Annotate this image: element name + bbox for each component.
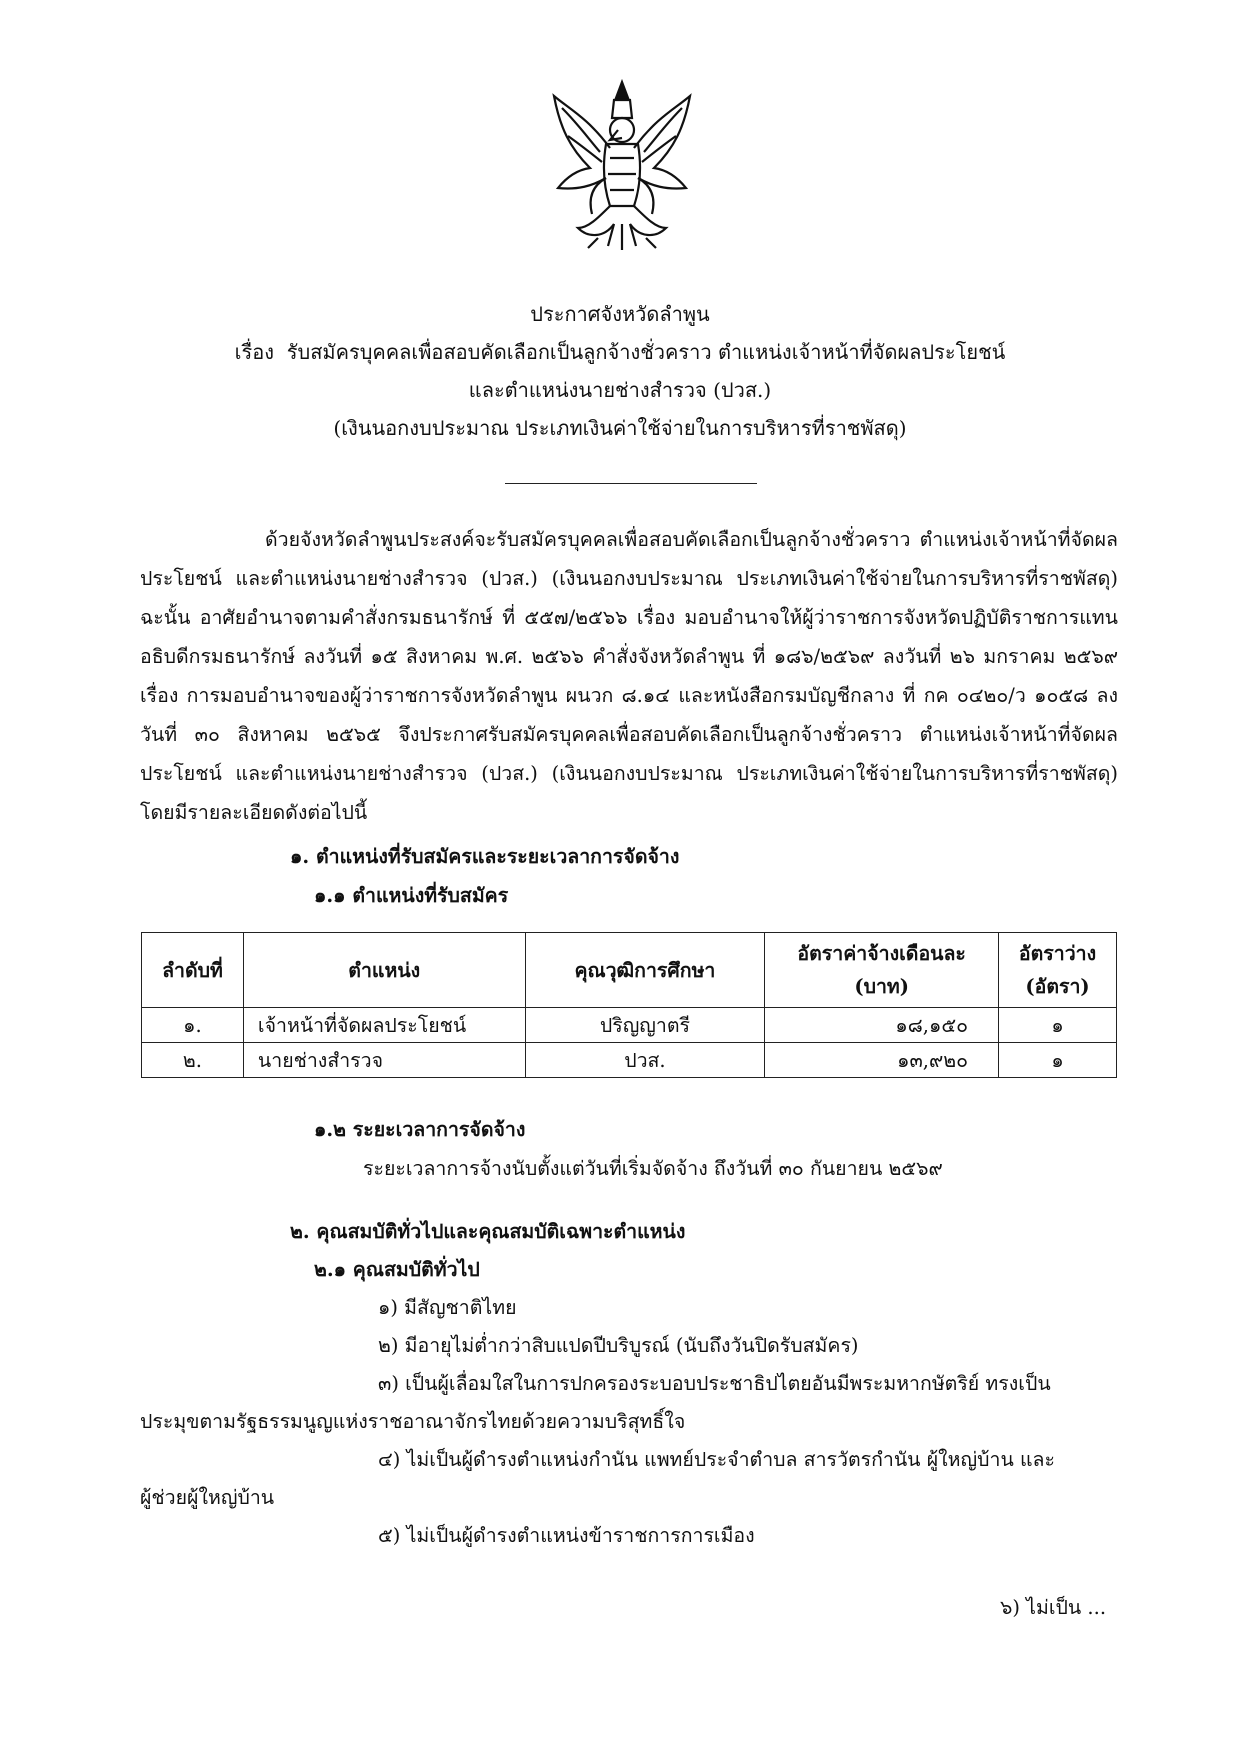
qualification-item-1: ๑) มีสัญชาติไทย	[378, 1296, 517, 1319]
continuation-marker: ๖) ไม่เป็น ...	[1000, 1596, 1107, 1619]
cell-position: นายช่างสำรวจ	[243, 1043, 525, 1078]
col-header-position: ตำแหน่ง	[243, 933, 525, 1008]
col-header-salary	[765, 933, 999, 1008]
qualification-item-4: ๔) ไม่เป็นผู้ดำรงตำแหน่งกำนัน แพทย์ประจำตำบล สารวัตรกำนัน ผู้ใหญ่บ้าน และ	[378, 1448, 1055, 1471]
subject-line-2: และตำแหน่งนายช่างสำรวจ (ปวส.)	[468, 378, 772, 402]
cell-no: ๑.	[142, 1008, 244, 1043]
section-1-heading: ๑. ตำแหน่งที่รับสมัครและระยะเวลาการจัดจ้าง	[290, 845, 680, 868]
title-divider	[505, 483, 757, 484]
section-1-1-heading: ๑.๑ ตำแหน่งที่รับสมัคร	[314, 884, 509, 907]
announcement-title: ประกาศจังหวัดลำพูน	[530, 302, 710, 326]
cell-position: เจ้าหน้าที่จัดผลประโยชน์	[243, 1008, 525, 1043]
cell-salary: ๑๘,๑๕๐	[765, 1008, 999, 1043]
subject-line-3: (เงินนอกงบประมาณ ประเภทเงินค่าใช้จ่ายในการบริหารที่ราชพัสดุ)	[333, 416, 907, 440]
intro-text: ด้วยจังหวัดลำพูนประสงค์จะรับสมัครบุคคลเพื่อสอบคัดเลือกเป็นลูกจ้างชั่วคราว ตำแหน่งเจ้าหน้าที่จัดผลประโยชน์ และตำแหน่งนายช่างสำรวจ (ปวส.) (เงินนอกงบประมาณ ประเภทเงินค่าใช้จ่ายในการบริหารที่ราชพัสดุ) ฉะนั้น อาศัยอำนาจตามคำสั่งกรมธนารักษ์ ที่ ๕๕๗/๒๕๖๖ เรื่อง มอบอำนาจให้ผู้ว่าราชการจังหวัดปฏิบัติราชการแทนอธิบดีกรมธนารักษ์ ลงวันที่ ๑๕ สิงหาคม พ.ศ. ๒๕๖๖ คำสั่งจังหวัดลำพูน ที่ ๑๘๖/๒๕๖๙ ลงวันที่ ๒๖ มกราคม ๒๕๖๙ เรื่อง การมอบอำนาจของผู้ว่าราชการจังหวัดลำพูน ผนวก ๘.๑๔ และหนังสือกรมบัญชีกลาง ที่ กค ๐๔๒๐/ว ๑๐๕๘ ลงวันที่ ๓๐ สิงหาคม ๒๕๖๕ จึงประกาศรับสมัครบุคคลเพื่อสอบคัดเลือกเป็นลูกจ้างชั่วคราว ตำแหน่งเจ้าหน้าที่จัดผลประโยชน์ และตำแหน่งนายช่างสำรวจ (ปวส.) (เงินนอกงบประมาณ ประเภทเงินค่าใช้จ่ายในการบริหารที่ราชพัสดุ) โดยมีรายละเอียดดังต่อไปนี้	[140, 528, 1118, 824]
subject-line-1	[0, 333, 1240, 371]
positions-table	[141, 932, 1117, 1078]
section-2-heading: ๒. คุณสมบัติทั่วไปและคุณสมบัติเฉพาะตำแหน่ง	[290, 1220, 686, 1243]
cell-education: ปวส.	[525, 1043, 765, 1078]
qualification-item-3: ๓) เป็นผู้เลื่อมใสในการปกครองระบอบประชาธิปไตยอันมีพระมหากษัตริย์ ทรงเป็น	[378, 1372, 1051, 1395]
col-header-salary-line2: (บาท)	[854, 975, 909, 998]
table-row	[142, 1043, 1117, 1078]
qualification-item-5: ๕) ไม่เป็นผู้ดำรงตำแหน่งข้าราชการการเมือง	[378, 1524, 755, 1547]
col-header-salary-line1: อัตราค่าจ้างเดือนละ	[797, 942, 966, 965]
col-header-vacancies	[999, 933, 1117, 1008]
col-header-education: คุณวุฒิการศึกษา	[525, 933, 765, 1008]
cell-education: ปริญญาตรี	[525, 1008, 765, 1043]
qualification-item-4-cont: ผู้ช่วยผู้ใหญ่บ้าน	[140, 1486, 275, 1509]
cell-vacancies: ๑	[999, 1043, 1117, 1078]
subject-label: เรื่อง	[234, 340, 275, 364]
cell-vacancies: ๑	[999, 1008, 1117, 1043]
cell-salary: ๑๓,๙๒๐	[765, 1043, 999, 1078]
cell-no: ๒.	[142, 1043, 244, 1078]
garuda-emblem-icon	[548, 78, 696, 254]
section-1-2-heading: ๑.๒ ระยะเวลาการจัดจ้าง	[314, 1118, 526, 1141]
col-header-no: ลำดับที่	[142, 933, 244, 1008]
qualification-item-3-cont: ประมุขตามรัฐธรรมนูญแห่งราชอาณาจักรไทยด้วยความบริสุทธิ์ใจ	[140, 1410, 686, 1433]
section-1-2-text: ระยะเวลาการจ้างนับตั้งแต่วันที่เริ่มจัดจ้าง ถึงวันที่ ๓๐ กันยายน ๒๕๖๙	[363, 1157, 943, 1180]
table-row	[142, 1008, 1117, 1043]
intro-paragraph	[140, 520, 1118, 832]
col-header-vacancies-line2: (อัตรา)	[1025, 975, 1090, 998]
qualification-item-2: ๒) มีอายุไม่ต่ำกว่าสิบแปดปีบริบูรณ์ (นับถึงวันปิดรับสมัคร)	[378, 1334, 859, 1357]
section-2-1-heading: ๒.๑ คุณสมบัติทั่วไป	[314, 1258, 480, 1281]
table-header-row	[142, 933, 1117, 1008]
subject-text-1: รับสมัครบุคคลเพื่อสอบคัดเลือกเป็นลูกจ้างชั่วคราว ตำแหน่งเจ้าหน้าที่จัดผลประโยชน์	[286, 340, 1006, 364]
col-header-vacancies-line1: อัตราว่าง	[1018, 942, 1097, 965]
